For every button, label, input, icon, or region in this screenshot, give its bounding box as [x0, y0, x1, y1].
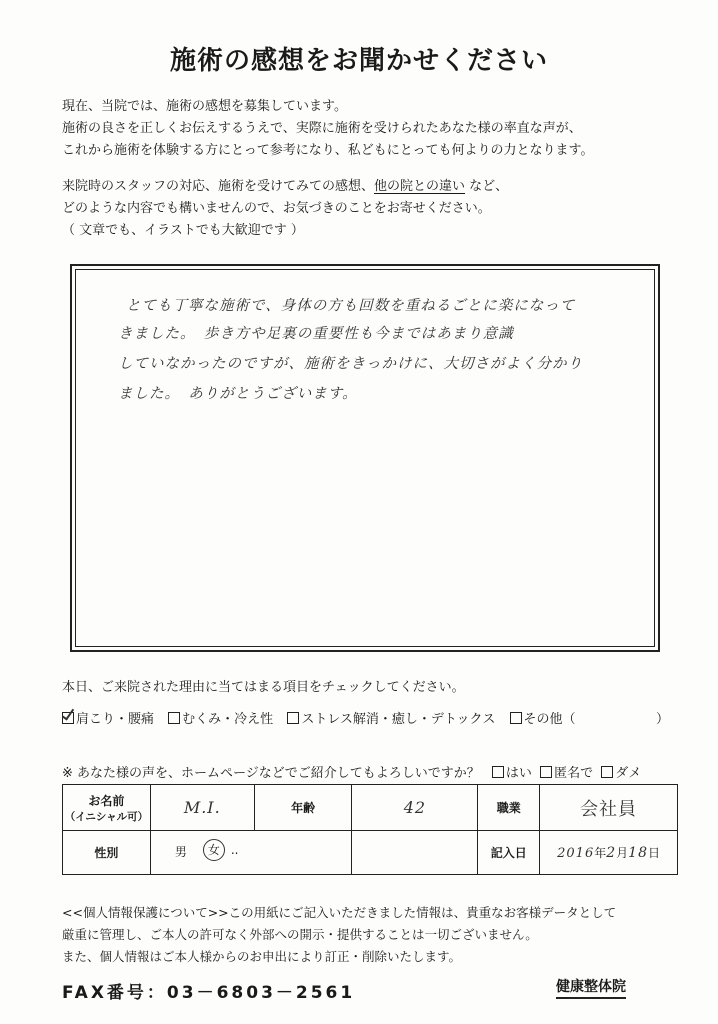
checkbox-icon[interactable]	[287, 712, 299, 724]
reason-close: ）	[656, 712, 670, 727]
privacy-notice	[62, 902, 616, 968]
name-label: お名前	[88, 793, 125, 808]
consent-option[interactable]	[492, 766, 532, 781]
request-line1-post: など、	[465, 179, 509, 194]
name-field[interactable]: M.I.	[150, 785, 254, 831]
request-underlined: 他の院との違い	[374, 179, 466, 194]
date-year: 2016	[557, 846, 595, 861]
page-title: 施術の感想をお聞かせください	[169, 46, 548, 76]
checkbox-icon[interactable]	[168, 712, 180, 724]
date-month: 2	[606, 845, 617, 861]
name-sublabel: （イニシャル可）	[64, 810, 149, 823]
reason-option[interactable]	[62, 708, 154, 727]
request-line: どのような内容でも構いませんので、お気づきのことをお寄せください。	[62, 201, 491, 216]
checkbox-icon[interactable]	[492, 766, 504, 778]
clinic-name: 健康整体院	[556, 976, 626, 999]
date-day: 18	[628, 845, 648, 861]
intro-line: 施術の良さを正しくお伝えするうえで、実際に施術を受けられたあなた様の率直な声が、	[62, 121, 582, 136]
empty-cell	[352, 831, 478, 875]
age-label: 年齢	[254, 785, 352, 831]
gender-female-circled[interactable]: 女	[203, 839, 225, 861]
comment-line: していなかったのですが、施術をきっかけに、大切さがよく分かり	[118, 356, 583, 372]
date-month-unit: 月	[616, 846, 629, 860]
intro-line: これから施術を体験する方にとって参考になり、私どもにとっても何よりの力となります。	[62, 143, 594, 158]
comment-line: ました。 ありがとうございます。	[118, 386, 358, 402]
reason-label: むくみ・冷え性	[182, 712, 274, 727]
gender-label: 性別	[63, 831, 151, 875]
gender-male[interactable]: 男	[174, 845, 187, 859]
job-field[interactable]: 会社員	[540, 785, 678, 831]
reason-option[interactable]	[510, 708, 576, 727]
privacy-line: また、個人情報はご本人様からのお申出により訂正・削除いたします。	[62, 949, 462, 964]
request-text	[62, 176, 508, 242]
intro-line: 現在、当院では、施術の感想を募集しています。	[62, 99, 347, 114]
checkbox-icon[interactable]	[540, 766, 552, 778]
reason-label: その他（	[523, 712, 576, 727]
request-line: （ 文章でも、イラストでも大歓迎です ）	[62, 223, 304, 238]
consent-text: ※ あなた様の声を、ホームページなどでご紹介してもよろしいですか？	[62, 766, 480, 781]
date-field[interactable]	[540, 831, 678, 875]
reason-question: 本日、ご来院された理由に当てはまる項目をチェックしてください。	[62, 680, 465, 695]
consent-question	[62, 762, 641, 781]
reason-label: 肩こり・腰痛	[76, 712, 155, 727]
date-label: 記入日	[478, 831, 540, 875]
gender-suffix: ..	[230, 843, 239, 857]
consent-option[interactable]	[540, 766, 593, 781]
checkbox-icon[interactable]	[601, 766, 613, 778]
privacy-line: 厳重に管理し、ご本人の許可なく外部への開示・提供することは一切ございません。	[62, 927, 538, 942]
checkbox-checked-icon[interactable]	[62, 712, 74, 724]
date-year-unit: 年	[594, 846, 607, 860]
name-label-cell	[63, 785, 151, 831]
reason-option[interactable]	[287, 708, 495, 727]
checkbox-icon[interactable]	[510, 712, 522, 724]
intro-text	[62, 96, 593, 162]
consent-label: ダメ	[615, 766, 642, 781]
consent-label: 匿名で	[554, 766, 594, 781]
comment-line: きました。 歩き方や足裏の重要性も今まではあまり意識	[118, 326, 514, 342]
request-line1-pre: 来院時のスタッフの対応、施術を受けてみての感想、	[62, 179, 375, 194]
reason-options	[62, 708, 672, 727]
request-line	[62, 176, 508, 198]
date-day-unit: 日	[648, 846, 661, 860]
age-field[interactable]: 42	[352, 785, 478, 831]
consent-option[interactable]	[601, 766, 641, 781]
fax-number: FAX番号：03－6803－2561	[62, 983, 356, 1003]
info-table	[62, 784, 678, 875]
comment-line: とても丁寧な施術で、身体の方も回数を重ねるごとに楽になって	[126, 298, 576, 314]
reason-label: ストレス解消・癒し・デトックス	[301, 712, 496, 727]
job-label: 職業	[478, 785, 540, 831]
gender-field[interactable]	[150, 831, 352, 875]
consent-label: はい	[505, 766, 532, 781]
reason-option[interactable]	[168, 708, 273, 727]
privacy-line: <<個人情報保護について>>この用紙にご記入いただきました情報は、貴重なお客様データとして	[62, 905, 617, 920]
